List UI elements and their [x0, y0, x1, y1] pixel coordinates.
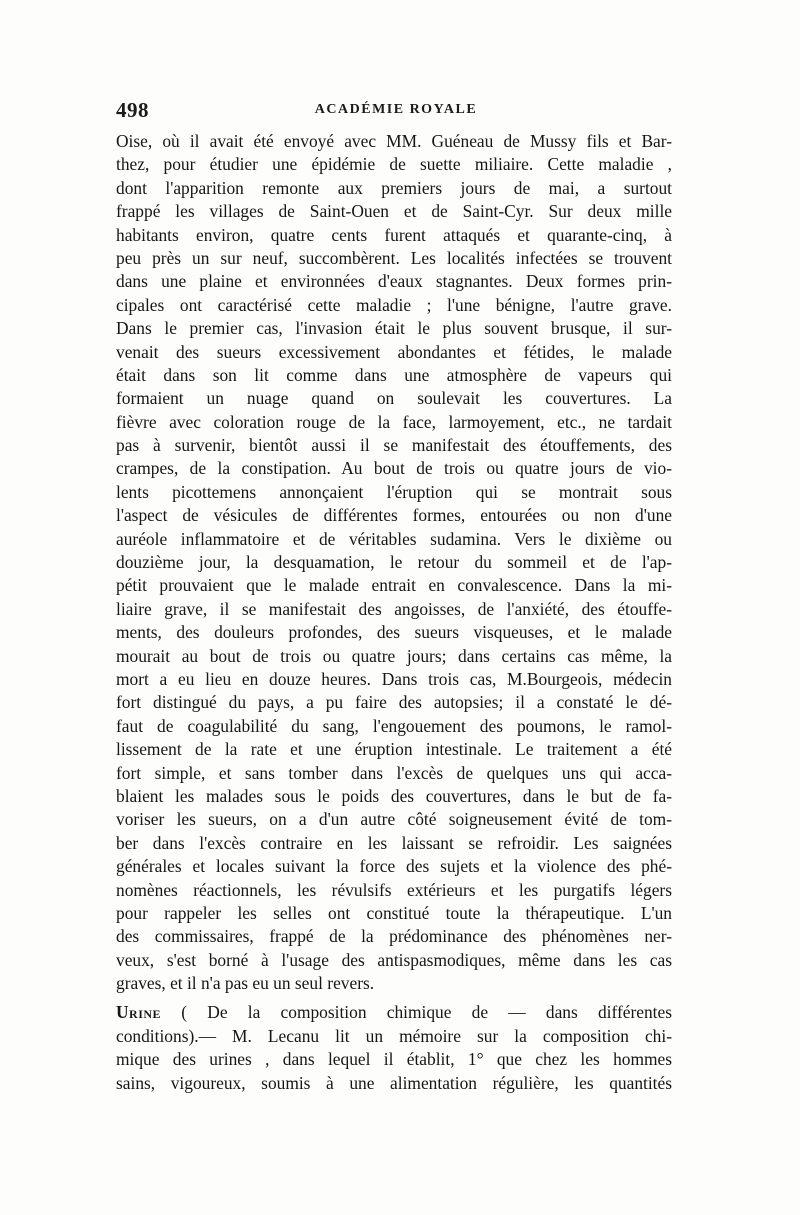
text-line: fort simple, et sans tomber dans l'excès de quelques uns qui acca-: [116, 762, 672, 783]
text-line: veux, s'est borné à l'usage des antispasmodiques, même dans les cas: [116, 949, 672, 970]
text-line: liaire grave, il se manifestait des angoisses, de l'anxiété, des étouffe-: [116, 598, 672, 619]
text-line: l'aspect de vésicules de différentes formes, entourées ou non d'une: [116, 505, 672, 526]
text-line: conditions).— M. Lecanu lit un mémoire sur la composition chi-: [116, 1025, 672, 1046]
text-line: pétit prouvaient que le malade entrait en convalescence. Dans la mi-: [116, 575, 672, 596]
text-line: fièvre avec coloration rouge de la face, larmoyement, etc., ne tardait: [116, 411, 672, 432]
text-line: Dans le premier cas, l'invasion était le plus souvent brusque, il sur-: [116, 318, 672, 339]
paragraph-suette-miliaire: [116, 130, 672, 995]
text-line: pour rappeler les selles ont constitué toute la thérapeutique. L'un: [116, 902, 672, 923]
text-line: faut de coagulabilité du sang, l'engouement des poumons, le ramol-: [116, 715, 672, 736]
text-line: lents picottemens annonçaient l'éruption qui se montrait sous: [116, 481, 672, 502]
text-line: habitants environ, quatre cents furent attaqués et quarante-cinq, à: [116, 224, 672, 245]
text-line: douzième jour, la desquamation, le retour du sommeil et de l'ap-: [116, 552, 672, 573]
text-line: ments, des douleurs profondes, des sueurs visqueuses, et le malade: [116, 622, 672, 643]
text-line: cipales ont caractérisé cette maladie ; l'une bénigne, l'autre grave.: [116, 294, 672, 315]
text-line: crampes, de la constipation. Au bout de trois ou quatre jours de vio-: [116, 458, 672, 479]
paragraph-urine: [116, 1001, 672, 1095]
text-line: graves, et il n'a pas eu un seul revers.: [116, 973, 375, 994]
text-line: nomènes réactionnels, les révulsifs extérieurs et les purgatifs légers: [116, 879, 672, 900]
text-line: était dans son lit comme dans une atmosphère de vapeurs qui: [116, 364, 672, 385]
text-line: blaient les malades sous le poids des couvertures, dans le but de fa-: [116, 785, 672, 806]
text-line: peu près un sur neuf, succombèrent. Les localités infectées se trouvent: [116, 247, 672, 268]
text-line: venait des sueurs excessivement abondantes et fétides, le malade: [116, 341, 672, 362]
running-title: ACADÉMIE ROYALE: [314, 102, 478, 117]
section-lead-rest: ( De la composition chimique de — dans différentes: [161, 1002, 672, 1023]
text-line: lissement de la rate et une éruption intestinale. Le traitement a été: [116, 739, 672, 760]
text-line: frappé les villages de Saint-Ouen et de Saint-Cyr. Sur deux mille: [116, 201, 672, 222]
text-line: générales et locales suivant la force des sujets et la violence des phé-: [116, 856, 672, 877]
text-line: pas à survenir, bientôt aussi il se manifestait des étouffements, des: [116, 435, 672, 456]
text-line: mort a eu lieu en douze heures. Dans trois cas, M.Bourgeois, médecin: [116, 668, 672, 689]
text-line: dont l'apparition remonte aux premiers jours de mai, a surtout: [116, 177, 672, 198]
text-line: sains, vigoureux, soumis à une alimentation régulière, les quantités: [116, 1072, 672, 1093]
text-line: Oise, où il avait été envoyé avec MM. Guéneau de Mussy fils et Bar-: [116, 131, 672, 151]
text-line: auréole inflammatoire et de véritables sudamina. Vers le dixième ou: [116, 528, 672, 549]
text-line: thez, pour étudier une épidémie de suette miliaire. Cette maladie ,: [116, 154, 672, 175]
text-line-lead: [116, 1001, 672, 1024]
text-line: voriser les sueurs, on a d'un autre côté soigneusement évité de tom-: [116, 809, 672, 830]
text-line: des commissaires, frappé de la prédominance des phénomènes ner-: [116, 926, 672, 947]
text-line: mique des urines , dans lequel il établit, 1° que chez les hommes: [116, 1049, 672, 1070]
section-lead-word: Urine: [116, 1002, 162, 1023]
text-line: ber dans l'excès contraire en les laissant se refroidir. Les saignées: [116, 832, 672, 853]
body-text: [116, 130, 672, 1095]
page-number: 498: [116, 98, 149, 122]
text-line: dans une plaine et environnées d'eaux stagnantes. Deux formes prin-: [116, 271, 672, 292]
page-header: [116, 98, 676, 126]
text-line: formaient un nuage quand on soulevait les couvertures. La: [116, 388, 672, 409]
text-line: mourait au bout de trois ou quatre jours; dans certains cas même, la: [116, 645, 672, 666]
text-line: fort distingué du pays, a pu faire des autopsies; il a constaté le dé-: [116, 692, 672, 713]
